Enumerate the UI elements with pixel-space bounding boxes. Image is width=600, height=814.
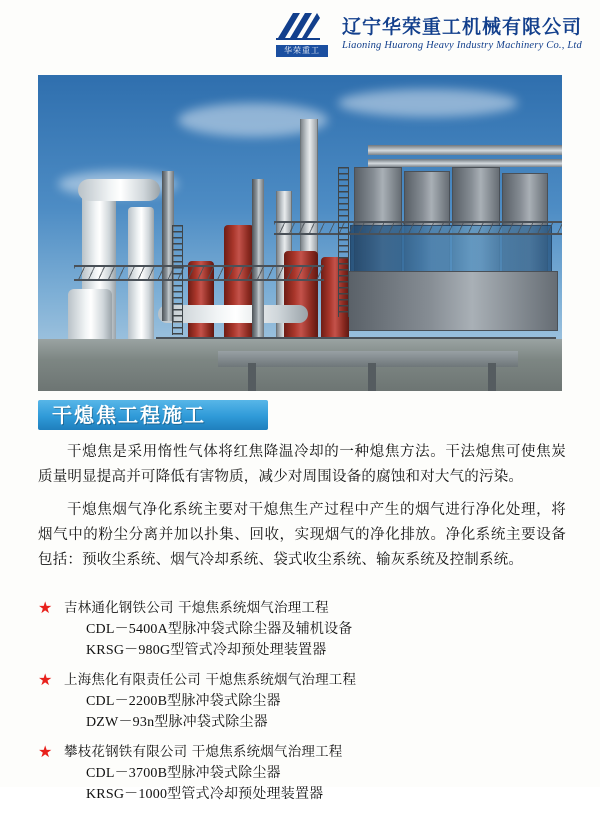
project-photo bbox=[38, 75, 562, 391]
body-paragraph-1: 干熄焦是采用惰性气体将红焦降温冷却的一种熄焦方法。干法熄焦可使焦炭质量明显提高并可降低有害物质，减少对周围设备的腐蚀和对大气的污染。 bbox=[38, 444, 566, 485]
project-list bbox=[38, 598, 566, 814]
page-header bbox=[0, 0, 600, 68]
company-names bbox=[342, 15, 582, 53]
duct-horizontal bbox=[368, 159, 562, 167]
support-column bbox=[488, 363, 496, 391]
project-title: 吉林通化钢铁公司 干熄焦系统烟气治理工程 bbox=[64, 600, 329, 616]
project-title: 上海焦化有限责任公司 干熄焦系统烟气治理工程 bbox=[64, 672, 357, 688]
support-column bbox=[248, 363, 256, 391]
project-detail: CDL－2200B型脉冲袋式除尘器 bbox=[86, 694, 281, 709]
company-name-cn: 辽宁华荣重工机械有限公司 bbox=[341, 16, 582, 38]
logo-mark-icon bbox=[276, 11, 334, 57]
list-item bbox=[38, 670, 566, 733]
walkway-truss bbox=[274, 221, 562, 235]
list-item bbox=[38, 742, 566, 805]
section-title bbox=[38, 400, 268, 430]
star-icon: ★ bbox=[38, 600, 53, 617]
section-title-text: 干熄焦工程施工 bbox=[52, 403, 206, 427]
hopper-housing bbox=[344, 271, 558, 331]
duct-vertical bbox=[252, 179, 264, 339]
list-item bbox=[38, 598, 566, 661]
project-detail: KRSG－1000型管式冷却预处理装置器 bbox=[86, 787, 324, 802]
project-detail: KRSG－980G型管式冷却预处理装置器 bbox=[86, 643, 327, 658]
project-detail: CDL－3700B型脉冲袋式除尘器 bbox=[86, 766, 281, 781]
star-icon: ★ bbox=[38, 744, 53, 761]
support-column bbox=[368, 363, 376, 391]
project-title: 攀枝花钢铁有限公司 干熄焦系统烟气治理工程 bbox=[64, 744, 343, 760]
cloud bbox=[338, 89, 518, 117]
walkway-truss bbox=[74, 265, 324, 281]
body-paragraph-2: 干熄焦烟气净化系统主要对干熄焦生产过程中产生的烟气进行净化处理，将烟气中的粉尘分离并加以扑集、回收，实现烟气的净化排放。净化系统主要设备包括：预收尘系统、烟气冷却系统、袋式收尘系统、输灰系统及控制系统。 bbox=[38, 502, 566, 568]
project-detail: CDL－5400A型脉冲袋式除尘器及辅机设备 bbox=[86, 622, 353, 637]
white-duct-elbow bbox=[78, 179, 160, 201]
huarong-emblem-icon bbox=[276, 11, 320, 41]
logo-wordmark: 华荣重工 bbox=[276, 45, 328, 57]
access-ladder bbox=[338, 167, 349, 317]
duct-horizontal bbox=[368, 145, 562, 155]
access-ladder bbox=[172, 225, 183, 335]
star-icon: ★ bbox=[38, 672, 53, 689]
body-text bbox=[38, 440, 566, 581]
company-logo bbox=[276, 11, 582, 57]
company-name-en: Liaoning Huarong Heavy Industry Machinery Co., Ltd bbox=[341, 40, 582, 51]
project-detail: DZW－93n型脉冲袋式除尘器 bbox=[86, 715, 268, 730]
